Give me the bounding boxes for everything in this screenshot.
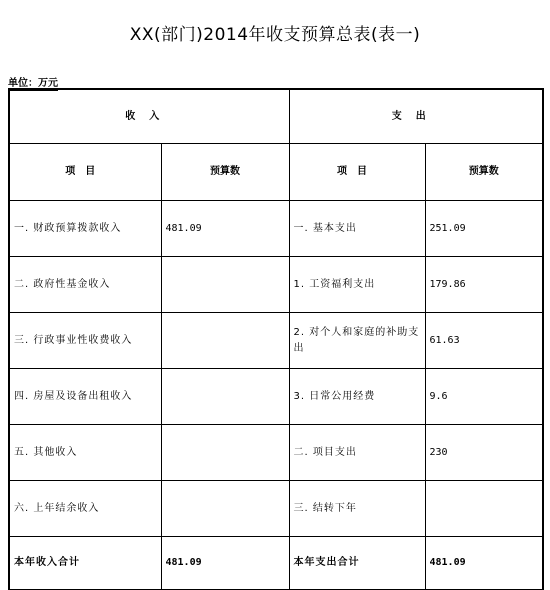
budget-summary-table bbox=[8, 88, 544, 590]
section-header-row bbox=[9, 89, 543, 144]
expense-item-cell: 二. 项目支出 bbox=[289, 425, 425, 481]
expense-total-amount: 481.09 bbox=[425, 537, 543, 590]
table-row bbox=[9, 201, 543, 257]
expense-amount-cell: 61.63 bbox=[425, 313, 543, 369]
expense-amount-column-header: 预算数 bbox=[425, 144, 543, 201]
income-amount-cell bbox=[161, 313, 289, 369]
income-amount-cell bbox=[161, 369, 289, 425]
column-header-row bbox=[9, 144, 543, 201]
table-row bbox=[9, 313, 543, 369]
income-item-cell: 六. 上年结余收入 bbox=[9, 481, 161, 537]
unit-label: 单位：万元 bbox=[8, 74, 58, 91]
table-row bbox=[9, 369, 543, 425]
expense-item-cell: 一. 基本支出 bbox=[289, 201, 425, 257]
expense-item-cell: 3. 日常公用经费 bbox=[289, 369, 425, 425]
table-row bbox=[9, 481, 543, 537]
income-amount-column-header: 预算数 bbox=[161, 144, 289, 201]
expense-total-label: 本年支出合计 bbox=[289, 537, 425, 590]
expense-amount-cell: 251.09 bbox=[425, 201, 543, 257]
expense-amount-cell: 230 bbox=[425, 425, 543, 481]
income-item-cell: 三. 行政事业性收费收入 bbox=[9, 313, 161, 369]
income-total-label: 本年收入合计 bbox=[9, 537, 161, 590]
expense-item-cell: 三. 结转下年 bbox=[289, 481, 425, 537]
table-row bbox=[9, 257, 543, 313]
expense-amount-cell bbox=[425, 481, 543, 537]
income-item-cell: 四. 房屋及设备出租收入 bbox=[9, 369, 161, 425]
expense-item-column-header: 项目 bbox=[289, 144, 425, 201]
table-row bbox=[9, 425, 543, 481]
income-item-cell: 一. 财政预算拨款收入 bbox=[9, 201, 161, 257]
income-item-cell: 二. 政府性基金收入 bbox=[9, 257, 161, 313]
page-title: XX(部门)2014年收支预算总表(表一) bbox=[129, 25, 421, 45]
expense-amount-cell: 9.6 bbox=[425, 369, 543, 425]
income-item-cell: 五. 其他收入 bbox=[9, 425, 161, 481]
income-section-header: 收入 bbox=[9, 89, 289, 144]
income-amount-cell bbox=[161, 257, 289, 313]
income-amount-cell bbox=[161, 425, 289, 481]
income-amount-cell bbox=[161, 481, 289, 537]
expense-amount-cell: 179.86 bbox=[425, 257, 543, 313]
total-row bbox=[9, 537, 543, 590]
expense-item-cell: 1. 工资福利支出 bbox=[289, 257, 425, 313]
income-item-column-header: 项目 bbox=[9, 144, 161, 201]
expense-section-header: 支出 bbox=[289, 89, 543, 144]
income-total-amount: 481.09 bbox=[161, 537, 289, 590]
expense-item-cell: 2. 对个人和家庭的补助支出 bbox=[289, 313, 425, 369]
income-amount-cell: 481.09 bbox=[161, 201, 289, 257]
